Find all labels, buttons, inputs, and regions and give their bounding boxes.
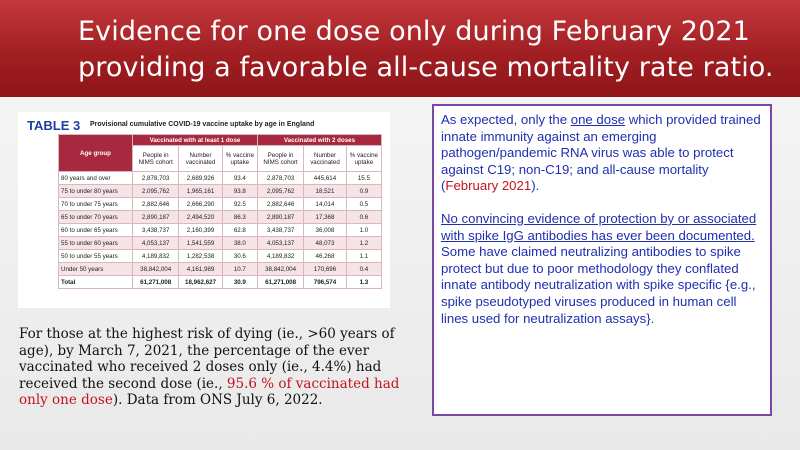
row-number-2: 445,614: [304, 172, 347, 185]
row-number-1: 2,494,520: [179, 211, 222, 224]
row-number-2: 170,696: [304, 263, 347, 276]
one-dose-paragraph: [441, 112, 764, 195]
row-pct-1: 30.6: [222, 250, 257, 263]
row-pct-1: 93.4: [222, 172, 257, 185]
one-dose-highlight: 95.6 % of vaccinated had only one dose: [19, 375, 400, 408]
row-pct-2: 1.1: [346, 250, 381, 263]
paragraph-text-end: ). Data from ONS July 6, 2022.: [112, 392, 323, 408]
row-people-1: 4,189,832: [133, 250, 179, 263]
row-people-2: 61,271,008: [257, 276, 303, 289]
people-header-2: People in NIMS cohort: [257, 146, 303, 172]
row-number-2: 18,521: [304, 185, 347, 198]
slide-title-line-1: Evidence for one dose only during February 2021: [78, 16, 750, 47]
row-pct-2: 0.5: [346, 198, 381, 211]
row-number-2: 48,073: [304, 237, 347, 250]
row-age: 55 to under 60 years: [59, 237, 133, 250]
row-age: 75 to under 80 years: [59, 185, 133, 198]
slide-title: [78, 14, 778, 86]
one-dose-header: Vaccinated with at least 1 dose: [133, 135, 258, 146]
table-label: TABLE 3: [27, 118, 81, 133]
row-pct-2: 0.4: [346, 263, 381, 276]
row-pct-2: 15.5: [346, 172, 381, 185]
row-pct-1: 92.5: [222, 198, 257, 211]
row-number-1: 1,541,559: [179, 237, 222, 250]
row-age: 65 to under 70 years: [59, 211, 133, 224]
row-number-2: 17,368: [304, 211, 347, 224]
row-people-1: 61,271,008: [133, 276, 179, 289]
row-pct-2: 0.6: [346, 211, 381, 224]
paragraph-text-start: For those at the highest risk of dying (ie., >60 years of age), by March 7, 2021, the percentage of the ever vaccinated who received 2 doses only (ie., 4.4%) had received the second dose (ie.,: [19, 326, 395, 392]
row-people-2: 2,878,703: [257, 172, 303, 185]
p1-text-b: which provided trained innate immunity against an emerging pathogen/pandemic RNA virus was able to protect against C19; non-C19; and all-cause mortality (: [441, 112, 761, 194]
row-pct-2: 0.9: [346, 185, 381, 198]
table-row: [59, 237, 382, 250]
row-age: 60 to under 65 years: [59, 224, 133, 237]
row-number-2: 36,008: [304, 224, 347, 237]
p2-text-rest: Some have claimed neutralizing antibodies to spike protect but due to poor methodology they conflated innate antibody neutralization with spike specific {e.g., spike pseudotyped viruses produced in human cell lines used for neutralization assays}.: [441, 244, 756, 326]
table-row: [59, 185, 382, 198]
row-number-1: 1,282,538: [179, 250, 222, 263]
row-age: 50 to under 55 years: [59, 250, 133, 263]
row-number-1: 4,161,989: [179, 263, 222, 276]
row-people-1: 2,890,187: [133, 211, 179, 224]
row-people-2: 3,438,737: [257, 224, 303, 237]
age-group-header: Age group: [59, 135, 133, 172]
vaccine-uptake-table: [58, 134, 382, 289]
row-number-2: 14,014: [304, 198, 347, 211]
highest-risk-paragraph: [19, 326, 401, 409]
row-pct-1: 30.9: [222, 276, 257, 289]
p1-text-a: As expected, only the: [441, 112, 571, 127]
table-row: [59, 263, 382, 276]
row-people-2: 4,189,832: [257, 250, 303, 263]
row-number-2: 46,268: [304, 250, 347, 263]
row-age: 80 years and over: [59, 172, 133, 185]
number-header-2: Number vaccinated: [304, 146, 347, 172]
people-header-1: People in NIMS cohort: [133, 146, 179, 172]
row-number-1: 18,962,627: [179, 276, 222, 289]
row-people-2: 2,882,646: [257, 198, 303, 211]
row-age: Under 50 years: [59, 263, 133, 276]
row-people-1: 2,095,762: [133, 185, 179, 198]
row-pct-2: 1.2: [346, 237, 381, 250]
evidence-text-box: [432, 104, 772, 416]
row-people-1: 2,882,646: [133, 198, 179, 211]
table-row: [59, 198, 382, 211]
row-number-1: 2,666,290: [179, 198, 222, 211]
row-pct-2: 1.0: [346, 224, 381, 237]
row-people-1: 2,878,703: [133, 172, 179, 185]
table-row: [59, 250, 382, 263]
row-pct-1: 38.0: [222, 237, 257, 250]
slide-title-line-2: providing a favorable all-cause mortality rate ratio.: [78, 52, 774, 83]
row-pct-1: 10.7: [222, 263, 257, 276]
row-number-1: 2,160,399: [179, 224, 222, 237]
two-doses-header: Vaccinated with 2 doses: [257, 135, 381, 146]
row-people-2: 4,053,137: [257, 237, 303, 250]
row-number-1: 2,689,926: [179, 172, 222, 185]
row-people-1: 38,842,004: [133, 263, 179, 276]
row-pct-2: 1.3: [346, 276, 381, 289]
row-people-2: 2,890,187: [257, 211, 303, 224]
row-age: Total: [59, 276, 133, 289]
row-people-2: 2,095,762: [257, 185, 303, 198]
pct-header-2: % vaccine uptake: [346, 146, 381, 172]
row-people-1: 4,053,137: [133, 237, 179, 250]
one-dose-underlined: one dose: [570, 112, 626, 127]
row-people-1: 3,438,737: [133, 224, 179, 237]
row-pct-1: 86.3: [222, 211, 257, 224]
row-people-2: 38,842,004: [257, 263, 303, 276]
table-row-total: [59, 276, 382, 289]
pct-header-1: % vaccine uptake: [222, 146, 257, 172]
p1-text-c: ).: [531, 178, 540, 194]
table-row: [59, 224, 382, 237]
row-number-2: 796,574: [304, 276, 347, 289]
row-age: 70 to under 75 years: [59, 198, 133, 211]
table-row: [59, 172, 382, 185]
vaccine-uptake-table-figure: [18, 112, 390, 308]
title-banner: [0, 0, 800, 97]
row-pct-1: 93.8: [222, 185, 257, 198]
february-2021-highlight: February 2021: [445, 178, 532, 194]
number-header-1: Number vaccinated: [179, 146, 222, 172]
table-caption: Provisional cumulative COVID-19 vaccine uptake by age in England: [90, 121, 315, 128]
no-evidence-underlined: No convincing evidence of protection by or associated with spike IgG antibodies has ever been documented.: [441, 210, 757, 243]
row-number-1: 1,965,161: [179, 185, 222, 198]
row-pct-1: 62.8: [222, 224, 257, 237]
spike-antibody-paragraph: [441, 211, 764, 327]
table-row: [59, 211, 382, 224]
